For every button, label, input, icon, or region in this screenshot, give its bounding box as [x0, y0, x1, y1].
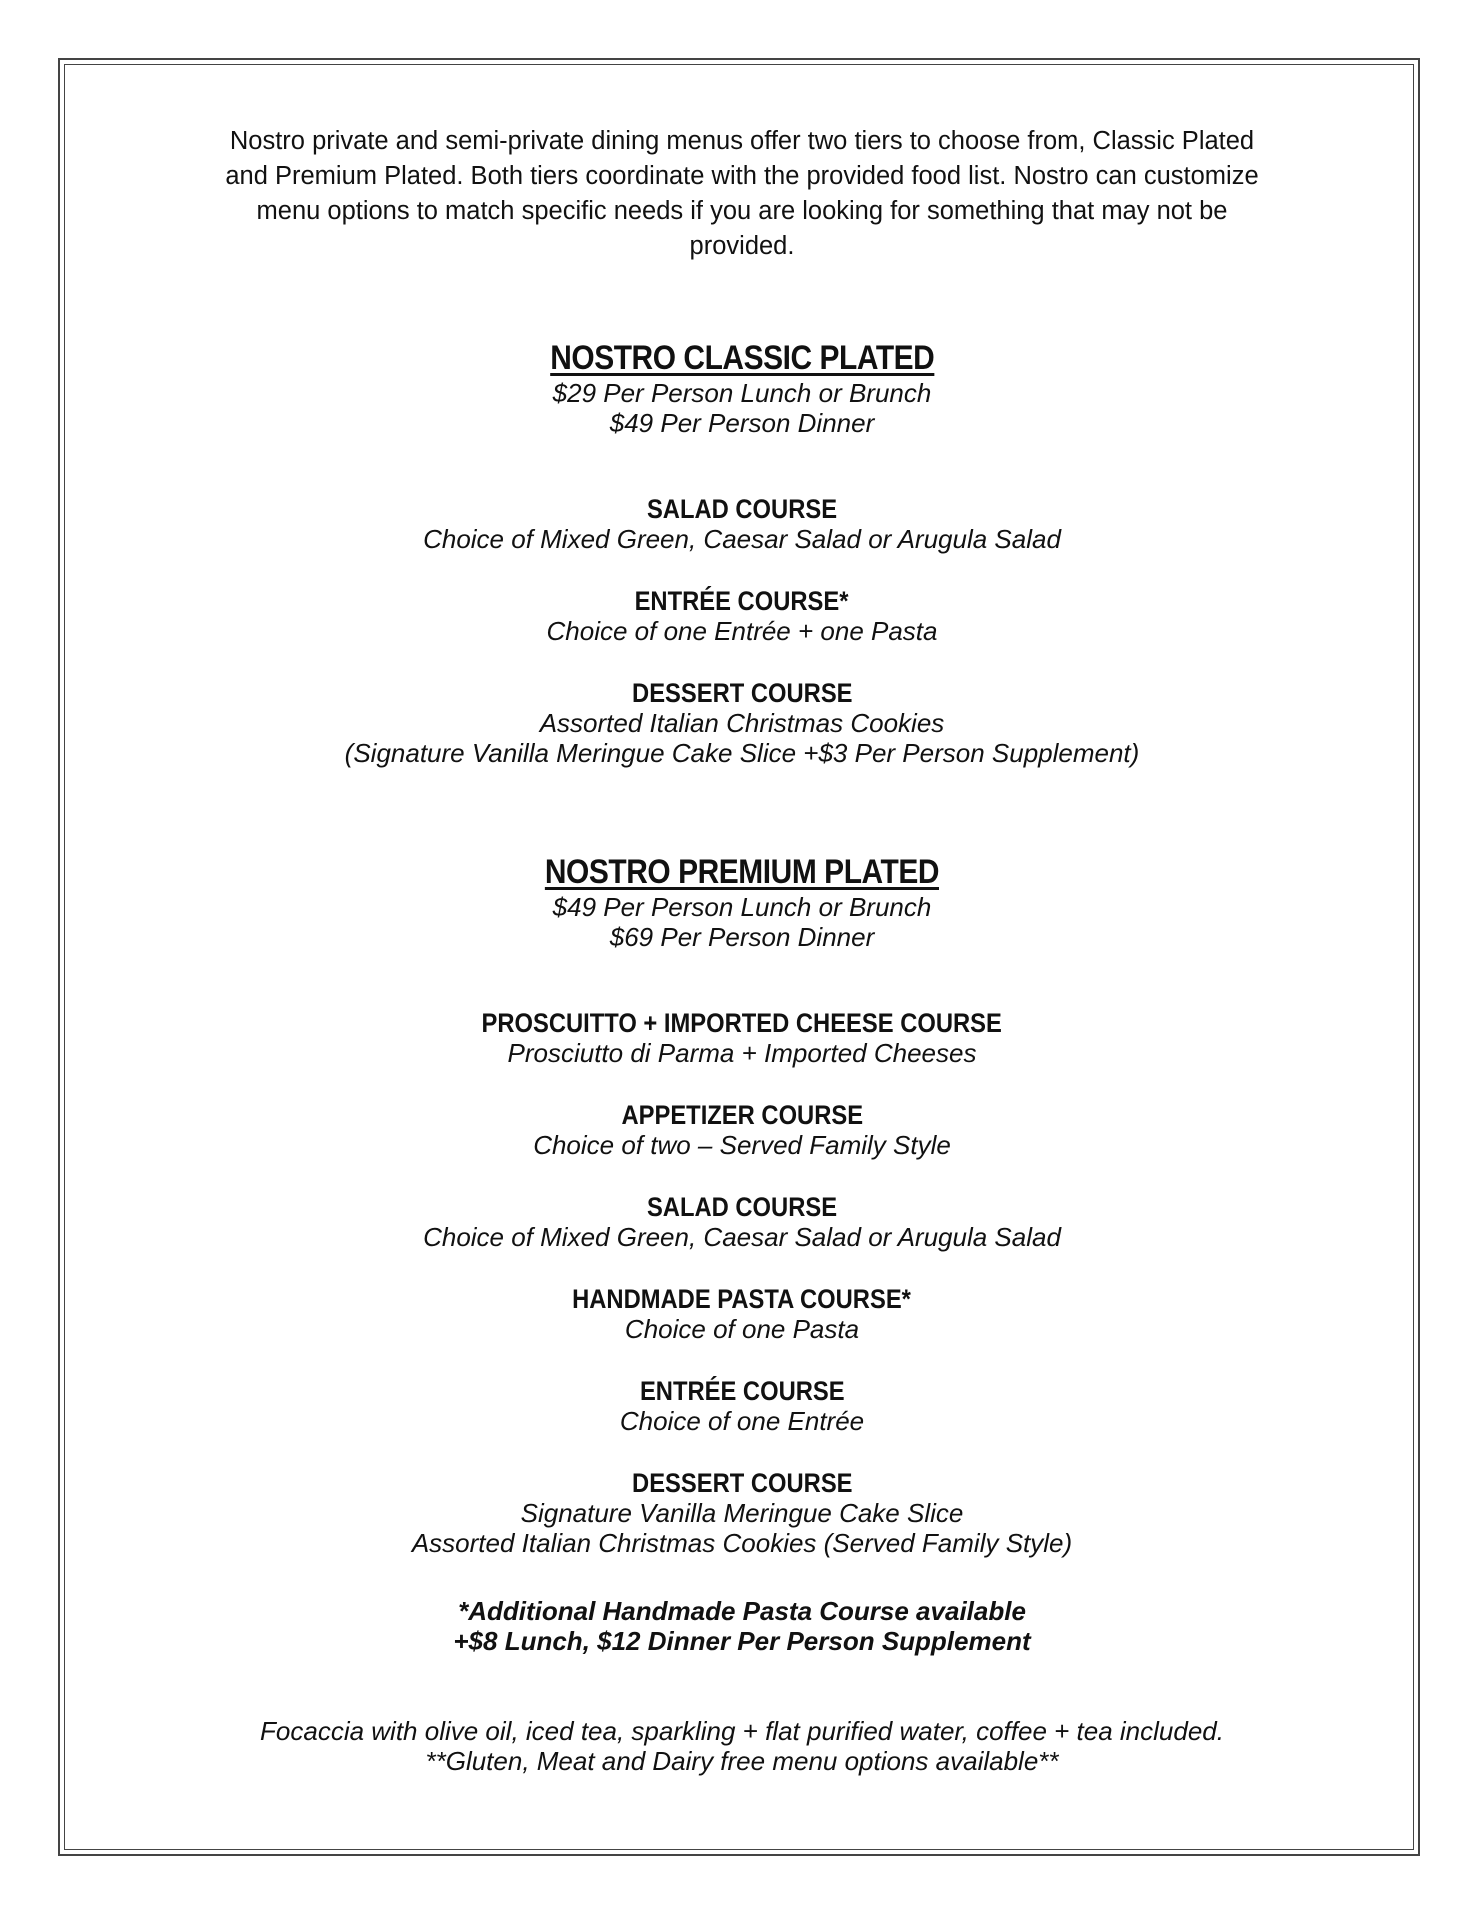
menu-document: [130, 124, 1354, 1776]
course-description: Choice of one Entrée + one Pasta: [546, 616, 938, 646]
course-title: PROSCUITTO + IMPORTED CHEESE COURSE: [481, 1008, 1003, 1038]
course-description: Signature Vanilla Meringue Cake Slice: [520, 1498, 964, 1528]
intro-paragraph: [130, 124, 1354, 264]
price-block: [130, 892, 1354, 952]
course-title: SALAD COURSE: [646, 494, 838, 524]
course-description: Assorted Italian Christmas Cookies: [539, 708, 945, 738]
course-title: SALAD COURSE: [646, 1192, 838, 1222]
pasta-supplement-note: [130, 1596, 1354, 1656]
course-cheese: [130, 1008, 1354, 1068]
course-description: Prosciutto di Parma + Imported Cheeses: [507, 1038, 977, 1068]
course-title: ENTRÉE COURSE: [639, 1376, 845, 1406]
course-title: ENTRÉE COURSE*: [635, 586, 849, 616]
course-description: Choice of two – Served Family Style: [533, 1130, 951, 1160]
section-spacer: [130, 768, 1354, 852]
course-title: APPETIZER COURSE: [621, 1100, 863, 1130]
tier-title: NOSTRO CLASSIC PLATED: [549, 339, 935, 377]
course-salad: [130, 494, 1354, 554]
note-line: *Additional Handmade Pasta Course available: [458, 1596, 1026, 1626]
intro-line: Nostro private and semi-private dining menus offer two tiers to choose from, Classic Plated: [229, 127, 1255, 155]
course-entree: [130, 586, 1354, 646]
course-dessert: [130, 678, 1354, 768]
inclusions-footer: [130, 1716, 1354, 1776]
premium-tier: [130, 852, 1354, 1558]
course-dessert: [130, 1468, 1354, 1558]
course-title: DESSERT COURSE: [631, 1468, 853, 1498]
course-description: Choice of one Pasta: [624, 1314, 860, 1344]
classic-tier: [130, 338, 1354, 768]
intro-line: menu options to match specific needs if you are looking for something that may not be: [256, 197, 1228, 225]
price-dinner: $49 Per Person Dinner: [609, 408, 875, 438]
price-lunch: $49 Per Person Lunch or Brunch: [552, 892, 932, 922]
course-description: Assorted Italian Christmas Cookies (Served Family Style): [411, 1528, 1073, 1558]
price-block: [130, 378, 1354, 438]
footer-line: **Gluten, Meat and Dairy free menu options available**: [425, 1746, 1059, 1776]
note-line: +$8 Lunch, $12 Dinner Per Person Supplement: [453, 1626, 1031, 1656]
course-pasta: [130, 1284, 1354, 1344]
footer-line: Focaccia with olive oil, iced tea, sparkling + flat purified water, coffee + tea included.: [260, 1716, 1224, 1746]
course-description: Choice of Mixed Green, Caesar Salad or Arugula Salad: [423, 1222, 1061, 1252]
course-title: DESSERT COURSE: [631, 678, 853, 708]
price-dinner: $69 Per Person Dinner: [609, 922, 875, 952]
course-description: Choice of one Entrée: [619, 1406, 865, 1436]
course-appetizer: [130, 1100, 1354, 1160]
course-description: (Signature Vanilla Meringue Cake Slice +$3 Per Person Supplement): [344, 738, 1140, 768]
intro-line: and Premium Plated. Both tiers coordinate with the provided food list. Nostro can customize: [225, 162, 1259, 190]
course-salad: [130, 1192, 1354, 1252]
course-title: HANDMADE PASTA COURSE*: [572, 1284, 912, 1314]
intro-line: provided.: [689, 232, 795, 260]
tier-title: NOSTRO PREMIUM PLATED: [544, 853, 940, 891]
price-lunch: $29 Per Person Lunch or Brunch: [552, 378, 932, 408]
course-description: Choice of Mixed Green, Caesar Salad or Arugula Salad: [423, 524, 1061, 554]
course-entree: [130, 1376, 1354, 1436]
